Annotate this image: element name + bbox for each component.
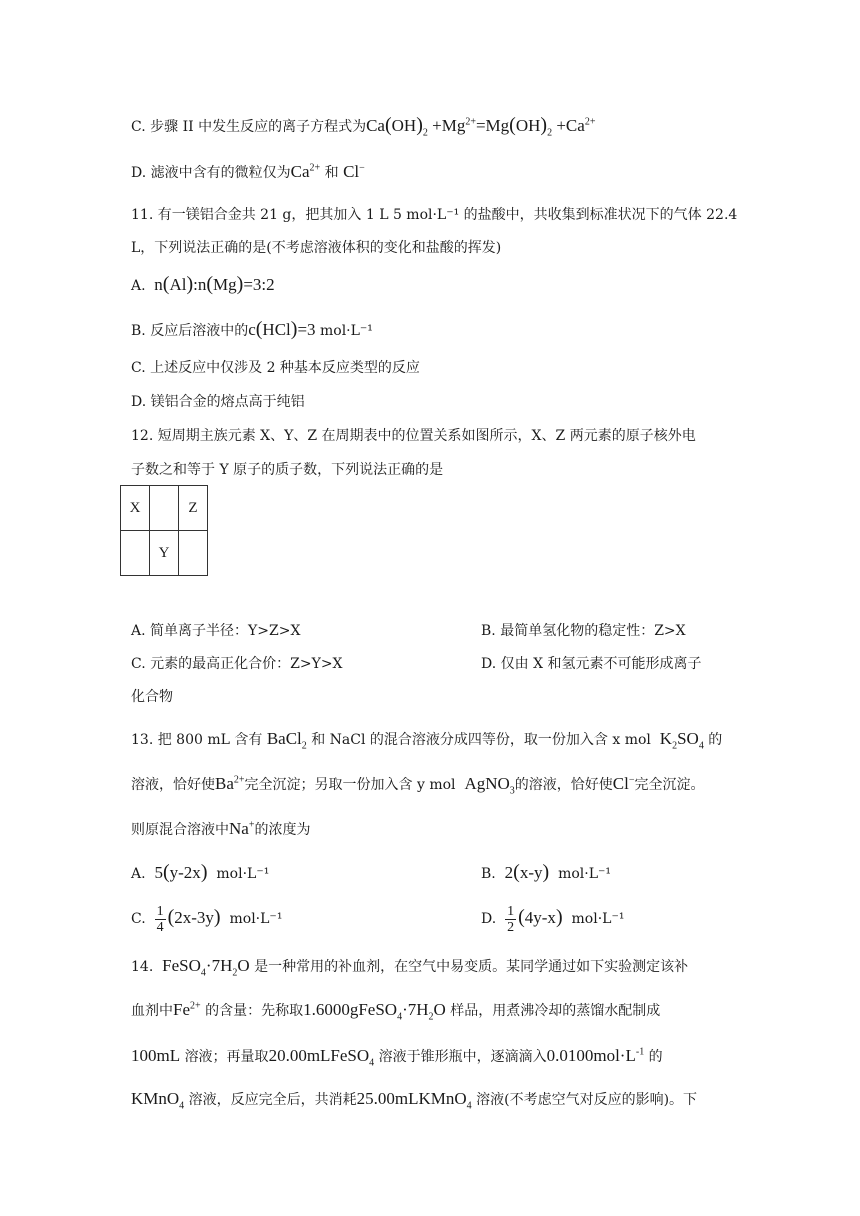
grid-cell-x: X [121, 486, 150, 531]
q13-option-d: D. $\frac{1}{2}$ (4y-x) mol·L⁻¹ [481, 903, 625, 935]
q13-stem-line2: 溶液，恰好使$Ba^{2+}$完全沉淀；另取一份加入含 y mol AgNO$_3$的溶液，恰好使Cl−完全沉淀。 [131, 774, 705, 797]
q12-stem-line2: 子数之和等于 Y 原子的质子数，下列说法正确的是 [131, 462, 444, 478]
q13-stem-line3: 则原混合溶液中Na+的浓度为 [131, 819, 311, 838]
q12-stem-line1: 12. 短周期主族元素 X、Y、Z 在周期表中的位置关系如图所示，X、Z 两元素的原子核外电 [131, 428, 696, 444]
grid-cell [150, 486, 179, 531]
q13-option-b: B. 2(x-y) mol·L⁻¹ [481, 861, 612, 883]
q11-stem-line2: L，下列说法正确的是(不考虑溶液体积的变化和盐酸的挥发) [131, 240, 502, 256]
q12-option-b: B. 最简单氢化物的稳定性：Z>X [481, 623, 686, 639]
periodic-table-fragment [120, 485, 208, 576]
q11-option-a: A. n(Al):n(Mg)=3:2 [131, 273, 275, 295]
q11-stem-line1: 11. 有一镁铝合金共 21 g，把其加入 1 L 5 mol·L⁻¹ 的盐酸中，共收集到标准状况下的气体 22.4 [131, 207, 738, 223]
q14-stem-line1: 14. $FeSO_4\cdot 7H_2O$ 是一种常用的补血剂，在空气中易变质。某同学通过如下实验测定该补 [131, 956, 689, 979]
q11-option-d: D. 镁铝合金的熔点高于纯铝 [131, 394, 305, 410]
q13-stem-line1: 13. 把 800 mL 含有 BaCl$_2$ 和 NaCl 的混合溶液分成四等份，取一份加入含 x mol $K_2SO_4$ 的 [131, 729, 723, 752]
q12-option-d: D. 仅由 X 和氢元素不可能形成离子 [481, 656, 702, 672]
grid-cell [121, 531, 150, 576]
q12-option-c: C. 元素的最高正化合价：Z>Y>X [131, 656, 343, 672]
grid-cell-z: Z [179, 486, 208, 531]
q13-option-a: A. 5(y-2x) mol·L⁻¹ [131, 861, 270, 883]
q12-option-a: A. 简单离子半径：Y>Z>X [131, 623, 301, 639]
q13-option-c: C. $\frac{1}{4}$ (2x-3y) mol·L⁻¹ [131, 903, 283, 935]
grid-cell-y: Y [150, 531, 179, 576]
q11-option-b: B. 反应后溶液中的c(HCl)=3 mol·L⁻¹ [131, 318, 373, 340]
q14-stem-line3: 100mL 溶液；再量取20.00mLFeSO$_4$ 溶液于锥形瓶中，逐滴滴入$0.0100mol\cdot L^{-1}$ 的 [131, 1046, 663, 1069]
q10-option-d: D. 滤液中含有的微粒仅为$Ca^{2+}$ 和 Cl− [131, 162, 365, 181]
q11-option-c: C. 上述反应中仅涉及 2 种基本反应类型的反应 [131, 360, 420, 376]
q12-option-d-cont: 化合物 [131, 689, 173, 705]
q10-option-c: C. 步骤 II 中发生反应的离子方程式为$Ca(OH)_2 +Mg^{2+}=Mg(OH)_2 +Ca^{2+}$ [131, 114, 596, 139]
q14-stem-line4: KMnO$_4$ 溶液，反应完全后，共消耗25.00mLKMnO$_4$ 溶液(不考虑空气对反应的影响)。下 [131, 1089, 698, 1112]
q14-stem-line2: 血剂中$Fe^{2+}$ 的含量：先称取$1.6000gFeSO_4\cdot 7H_2O$ 样品，用煮沸冷却的蒸馏水配制成 [131, 1000, 661, 1023]
grid-cell [179, 531, 208, 576]
